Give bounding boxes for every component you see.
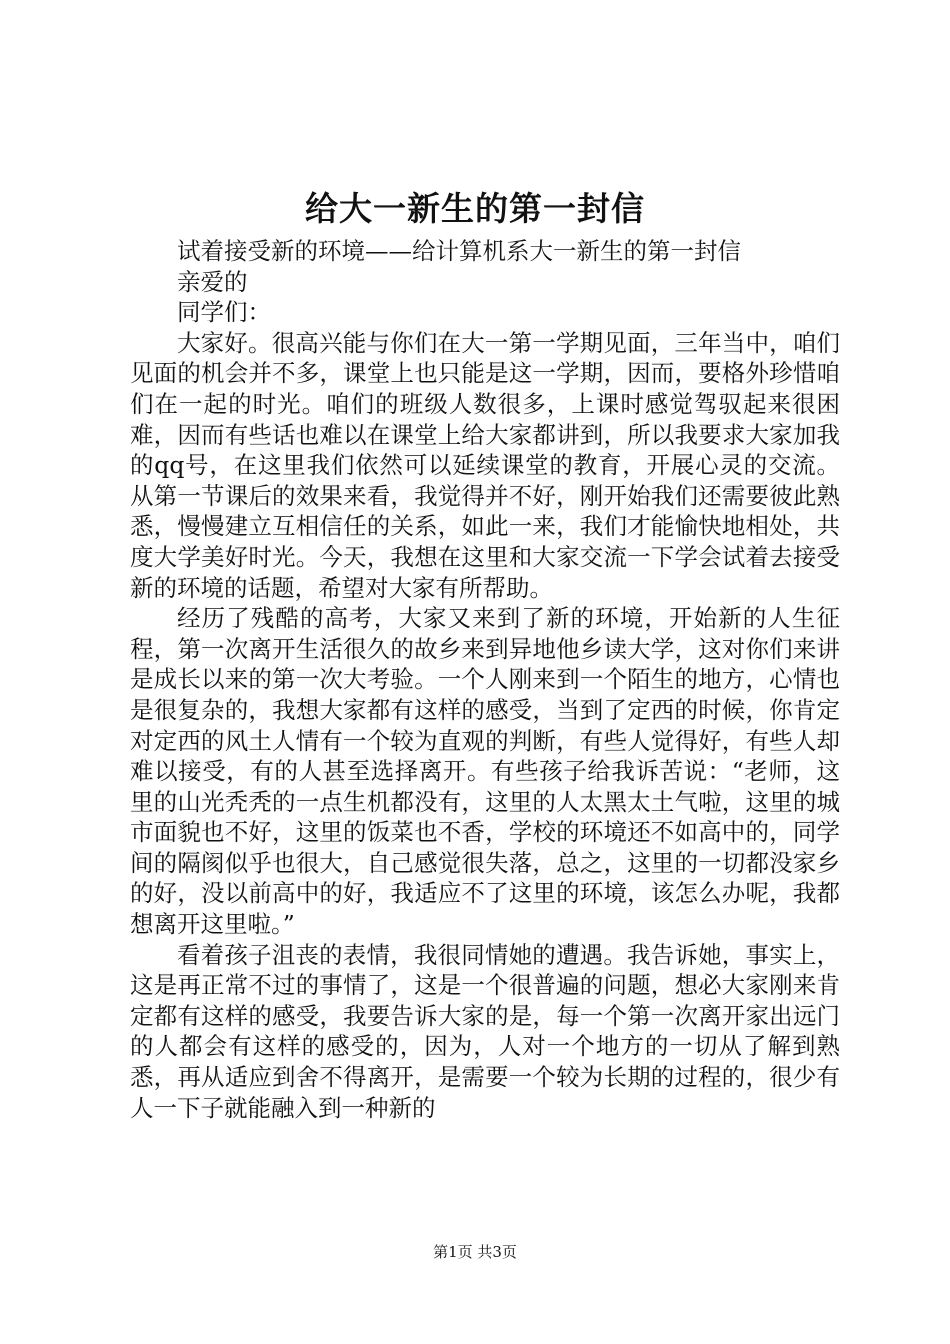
salutation-line-2: 同学们： bbox=[177, 298, 271, 327]
document-title: 给大一新生的第一封信 bbox=[305, 189, 645, 228]
page-footer: 第1页 共3页 bbox=[433, 1243, 517, 1261]
body-paragraph: 看着孩子沮丧的表情，我很同情她的遭遇。我告诉她，事实上，这是再正常不过的事情了，这是一个很普遍的问题，想必大家刚来肯定都有这样的感受，我要告诉大家的是，每一个第一次离开家出远门的人都会有这样的感受的，因为，人对一个地方的一切从了解到熟悉，再从适应到舍不得离开，是需要一个较为长期的过程的，很少有人一下子就能融入到一种新的 bbox=[130, 940, 840, 1122]
subtitle-paragraph: 试着接受新的环境——给计算机系大一新生的第一封信 bbox=[177, 237, 741, 265]
salutation-line-1: 亲爱的 bbox=[177, 267, 248, 296]
document-body bbox=[130, 236, 840, 1123]
body-paragraph: 经历了残酷的高考，大家又来到了新的环境，开始新的人生征程，第一次离开生活很久的故乡来到异地他乡读大学，这对你们来讲是成长以来的第一次大考验。一个人刚来到一个陌生的地方，心情也是很复杂的，我想大家都有这样的感受，当到了定西的时候，你肯定对定西的风土人情有一个较为直观的判断，有些人觉得好，有些人却难以接受，有的人甚至选择离开。有些孩子给我诉苦说：“老师，这里的山光秃秃的一点生机都没有，这里的人太黑太土气啦，这里的城市面貌也不好，这里的饭菜也不香，学校的环境还不如高中的，同学间的隔阂似乎也很大，自己感觉很失落，总之，这里的一切都没家乡的好，没以前高中的好，我适应不了这里的环境，该怎么办呢，我都想离开这里啦。” bbox=[130, 604, 840, 939]
body-paragraph: 大家好。很高兴能与你们在大一第一学期见面，三年当中，咱们见面的机会并不多，课堂上也只能是这一学期，因而，要格外珍惜咱们在一起的时光。咱们的班级人数很多，上课时感觉驾驭起来很困难，因而有些话也难以在课堂上给大家都讲到，所以我要求大家加我的qq号，在这里我们依然可以延续课堂的教育，开展心灵的交流。从第一节课后的效果来看，我觉得并不好，刚开始我们还需要彼此熟悉，慢慢建立互相信任的关系，如此一来，我们才能愉快地相处，共度大学美好时光。今天，我想在这里和大家交流一下学会试着去接受新的环境的话题，希望对大家有所帮助。 bbox=[130, 328, 840, 602]
